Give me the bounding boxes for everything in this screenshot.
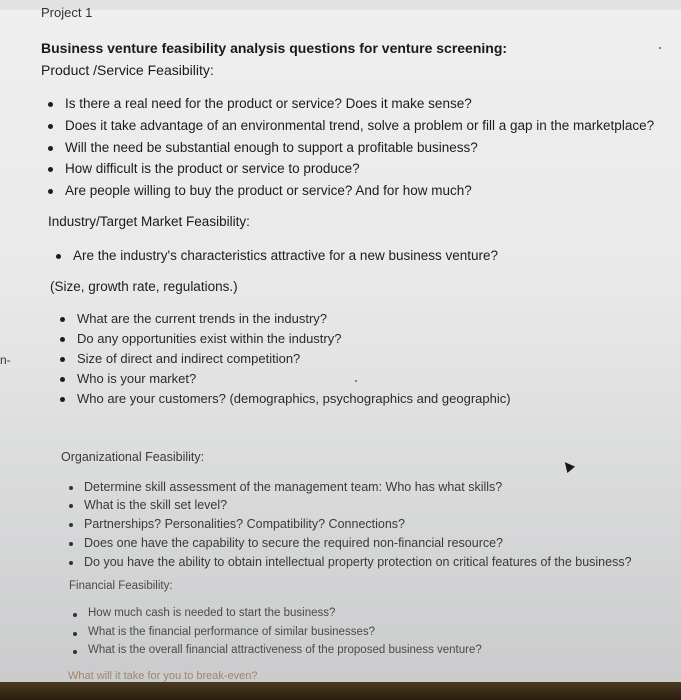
- product-item: Will the need be substantial enough to support a profitable business?: [65, 140, 478, 155]
- industry-item: Who is your market?: [77, 371, 197, 386]
- product-item: Does it take advantage of an environmental trend, solve a problem or fill a gap in the marketplace?: [65, 118, 655, 133]
- top-strip: [0, 0, 681, 10]
- pointer-arrow-icon: [561, 459, 575, 473]
- industry-lead-item: Are the industry's characteristics attractive for a new business venture?: [73, 248, 499, 263]
- financial-item: How much cash is needed to start the business?: [88, 607, 336, 619]
- document-title: Project 1: [41, 5, 93, 20]
- organizational-item: Does one have the capability to secure the required non-financial resource?: [84, 536, 504, 550]
- main-heading: Business venture feasibility analysis questions for venture screening:: [41, 40, 508, 56]
- cut-off-line: What will it take for you to break-even?: [68, 670, 258, 682]
- product-section-title: Product /Service Feasibility:: [41, 62, 214, 78]
- industry-item: What are the current trends in the industry?: [77, 311, 328, 326]
- industry-item: Size of direct and indirect competition?: [77, 351, 301, 366]
- margin-mark: n-: [0, 353, 11, 367]
- industry-note: (Size, growth rate, regulations.): [50, 279, 238, 294]
- organizational-item: Determine skill assessment of the management team: Who has what skills?: [84, 480, 503, 494]
- product-item: How difficult is the product or service to produce?: [65, 161, 360, 176]
- industry-item: Do any opportunities exist within the industry?: [77, 331, 342, 346]
- financial-section-title: Financial Feasibility:: [69, 580, 173, 592]
- financial-item: What is the financial performance of similar businesses?: [88, 626, 375, 638]
- industry-section-title: Industry/Target Market Feasibility:: [48, 214, 250, 229]
- product-item: Is there a real need for the product or service? Does it make sense?: [65, 96, 472, 111]
- industry-item: Who are your customers? (demographics, psychographics and geographic): [77, 391, 511, 406]
- financial-item: What is the overall financial attractiveness of the proposed business venture?: [88, 644, 482, 656]
- bottom-desk-edge: [0, 682, 681, 700]
- organizational-section-title: Organizational Feasibility:: [61, 450, 205, 464]
- speck: [659, 47, 661, 49]
- speck: [355, 380, 357, 382]
- product-item: Are people willing to buy the product or service? And for how much?: [65, 183, 472, 198]
- organizational-item: What is the skill set level?: [84, 498, 228, 512]
- organizational-item: Do you have the ability to obtain intellectual property protection on critical features of the business?: [84, 555, 632, 569]
- organizational-item: Partnerships? Personalities? Compatibility? Connections?: [84, 517, 406, 531]
